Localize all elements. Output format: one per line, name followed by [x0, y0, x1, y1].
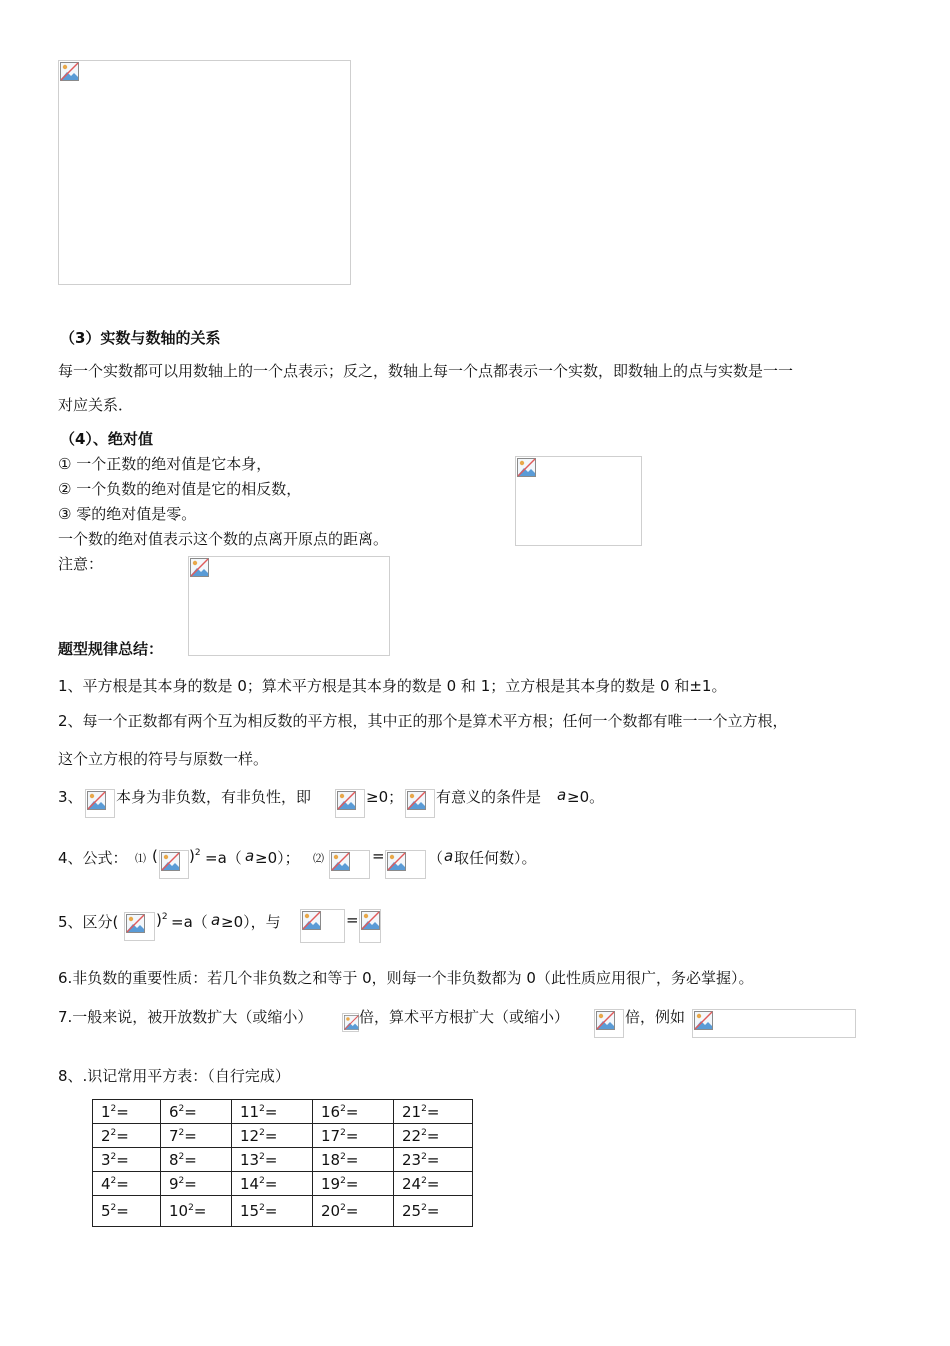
cell-base: 2: [101, 1126, 111, 1145]
broken-image-icon: [302, 911, 321, 930]
broken-image-icon: [344, 1015, 359, 1030]
summary-item-8: 8、.识记常用平方表：（自行完成）: [58, 1067, 290, 1085]
table-cell: [313, 1100, 394, 1124]
table-cell: [93, 1196, 161, 1227]
cell-base: 8: [169, 1150, 179, 1169]
figure-placeholder-top: [58, 60, 351, 285]
broken-image-icon: [407, 791, 426, 810]
formula-image: [335, 789, 365, 818]
cell-base: 3: [101, 1150, 111, 1169]
cell-equals: =: [345, 1150, 359, 1169]
cell-exponent: 2: [188, 1203, 194, 1213]
cell-exponent: 2: [178, 1127, 185, 1138]
summary-item-3-part3: 有意义的条件是: [436, 788, 542, 806]
table-row: [93, 1148, 473, 1172]
broken-image-icon: [694, 1011, 713, 1030]
cell-equals: =: [426, 1202, 440, 1220]
formula-image: [594, 1009, 624, 1038]
formula-image: [85, 789, 115, 818]
summary-item-5-part1: =a（: [171, 913, 208, 931]
section3-para-line2: 对应关系．: [58, 396, 134, 414]
broken-image-icon: [87, 791, 106, 810]
cell-exponent: 2: [340, 1151, 346, 1162]
cell-equals: =: [345, 1174, 359, 1193]
summary-item-4-part4: 取任何数）。: [454, 849, 537, 867]
table-cell: [394, 1100, 473, 1124]
cell-equals: =: [264, 1174, 278, 1193]
table-cell: [232, 1172, 313, 1196]
cell-exponent: 2: [259, 1127, 265, 1138]
cell-exponent: 2: [259, 1203, 265, 1213]
cell-base: 4: [101, 1174, 111, 1193]
table-cell: [161, 1100, 232, 1124]
squares-table: [92, 1099, 473, 1227]
cell-base: 23: [402, 1150, 422, 1169]
table-row: [93, 1100, 473, 1124]
cell-base: 16: [321, 1102, 341, 1121]
cell-base: 11: [240, 1102, 260, 1121]
cell-equals: =: [184, 1126, 197, 1145]
cell-exponent: 2: [110, 1175, 117, 1186]
summary-item-3-part4: ≥0。: [567, 788, 605, 806]
cell-base: 24: [402, 1174, 422, 1193]
cell-equals: =: [264, 1150, 278, 1169]
cell-base: 17: [321, 1126, 341, 1145]
cell-base: 7: [169, 1126, 179, 1145]
cell-equals: =: [345, 1102, 359, 1121]
cell-base: 5: [101, 1202, 111, 1220]
table-cell: [313, 1124, 394, 1148]
table-cell: [161, 1124, 232, 1148]
cell-base: 22: [402, 1126, 422, 1145]
summary-item-2-line1: 2、每一个正数都有两个互为相反数的平方根，其中正的那个是算术平方根；任何一个数都有唯一一个立方根，: [58, 712, 788, 730]
cell-exponent: 2: [110, 1127, 117, 1138]
cell-equals: =: [116, 1126, 129, 1145]
cell-equals: =: [116, 1174, 129, 1193]
table-cell: [161, 1148, 232, 1172]
cell-equals: =: [264, 1202, 278, 1220]
summary-item-5-close: )$^2$: [156, 911, 168, 929]
cell-base: 9: [169, 1174, 179, 1193]
abs-rule-2: ② 一个负数的绝对值是它的相反数，: [58, 480, 302, 498]
formula-image: [342, 1013, 359, 1032]
section3-heading: （3）实数与数轴的关系: [60, 329, 221, 347]
cell-base: 10: [169, 1202, 189, 1220]
cell-exponent: 2: [340, 1175, 346, 1186]
cell-equals: =: [426, 1150, 440, 1169]
table-cell: [394, 1172, 473, 1196]
table-cell: [313, 1196, 394, 1227]
formula-number-2: ⑵: [313, 852, 324, 865]
summary-item-3-part1: 本身为非负数，有非负性，即: [116, 788, 312, 806]
cell-exponent: 2: [110, 1151, 117, 1162]
cell-base: 25: [402, 1202, 422, 1220]
cell-equals: =: [116, 1150, 129, 1169]
cell-exponent: 2: [178, 1103, 185, 1114]
cell-base: 19: [321, 1174, 341, 1193]
table-row: [93, 1172, 473, 1196]
cell-equals: =: [184, 1174, 197, 1193]
cell-base: 1: [101, 1102, 111, 1121]
broken-image-icon: [337, 791, 356, 810]
summary-item-7-part1: 7.一般来说，被开放数扩大（或缩小）: [58, 1008, 313, 1026]
figure-placeholder-abs: [515, 456, 642, 546]
broken-image-icon: [190, 558, 209, 577]
summary-heading: 题型规律总结：: [58, 640, 164, 658]
cell-base: 18: [321, 1150, 341, 1169]
cell-base: 21: [402, 1102, 422, 1121]
summary-item-3-var: a: [557, 786, 567, 804]
formula-image: [329, 850, 370, 879]
summary-item-7-part2: 倍，算术平方根扩大（或缩小）: [359, 1008, 570, 1026]
equals-sign: =: [372, 847, 385, 865]
summary-item-5-prefix: 5、区分(: [58, 913, 119, 931]
figure-placeholder-note: [188, 556, 390, 656]
summary-item-5-part2: ≥0），与: [221, 913, 281, 931]
table-cell: [313, 1148, 394, 1172]
cell-exponent: 2: [178, 1151, 185, 1162]
cell-exponent: 2: [421, 1203, 427, 1213]
summary-item-4-var1: a: [245, 847, 255, 865]
summary-item-5-var: a: [211, 911, 221, 929]
abs-rule-1: ① 一个正数的绝对值是它本身，: [58, 455, 272, 473]
section4-heading: （4）、绝对值: [60, 430, 153, 448]
cell-equals: =: [426, 1102, 440, 1121]
broken-image-icon: [331, 852, 350, 871]
broken-image-icon: [387, 852, 406, 871]
table-cell: [93, 1100, 161, 1124]
formula-image: [300, 909, 345, 943]
cell-equals: =: [426, 1126, 440, 1145]
cell-exponent: 2: [421, 1151, 427, 1162]
broken-image-icon: [161, 852, 180, 871]
formula-image: [692, 1009, 856, 1038]
abs-rule-3: ③ 零的绝对值是零。: [58, 505, 197, 523]
paren-close: )$^2$: [189, 847, 201, 865]
cell-equals: =: [184, 1102, 197, 1121]
table-row: [93, 1196, 473, 1227]
cell-exponent: 2: [340, 1203, 346, 1213]
summary-item-7-part3: 倍，例如: [625, 1008, 686, 1026]
cell-base: 20: [321, 1202, 341, 1220]
formula-image: [405, 789, 435, 818]
cell-exponent: 2: [178, 1175, 185, 1186]
cell-exponent: 2: [110, 1203, 117, 1213]
summary-item-4-part1: =a（: [205, 849, 242, 867]
table-row: [93, 1124, 473, 1148]
cell-exponent: 2: [340, 1103, 346, 1114]
cell-equals: =: [264, 1126, 278, 1145]
broken-image-icon: [596, 1011, 615, 1030]
note-label: 注意：: [58, 555, 104, 573]
formula-number-1: ⑴: [135, 852, 146, 865]
summary-item-1: 1、平方根是其本身的数是 0；算术平方根是其本身的数是 0 和 1；立方根是其本身的数是 0 和±1。: [58, 677, 727, 695]
cell-exponent: 2: [340, 1127, 346, 1138]
table-cell: [394, 1124, 473, 1148]
section3-para-line1: 每一个实数都可以用数轴上的一个点表示；反之，数轴上每一个点都表示一个实数，即数轴上的点与实数是一一: [58, 362, 794, 380]
summary-item-4-prefix: 4、公式：: [58, 849, 128, 867]
cell-equals: =: [184, 1150, 197, 1169]
table-cell: [93, 1124, 161, 1148]
summary-item-3-prefix: 3、: [58, 788, 83, 806]
cell-exponent: 2: [421, 1127, 427, 1138]
summary-item-4-var2: a: [444, 847, 454, 865]
cell-base: 6: [169, 1102, 179, 1121]
broken-image-icon: [517, 458, 536, 477]
table-cell: [161, 1196, 232, 1227]
summary-item-2-line2: 这个立方根的符号与原数一样。: [58, 750, 269, 768]
cell-exponent: 2: [259, 1103, 265, 1114]
table-cell: [232, 1100, 313, 1124]
formula-image: [159, 850, 189, 879]
table-cell: [232, 1196, 313, 1227]
summary-item-4-part2: ≥0）；: [255, 849, 300, 867]
cell-base: 15: [240, 1202, 260, 1220]
table-cell: [232, 1124, 313, 1148]
broken-image-icon: [126, 914, 145, 933]
paren-open: (: [152, 847, 158, 865]
cell-exponent: 2: [110, 1103, 117, 1114]
cell-exponent: 2: [259, 1175, 265, 1186]
cell-equals: =: [345, 1126, 359, 1145]
cell-equals: =: [193, 1202, 207, 1220]
cell-equals: =: [426, 1174, 440, 1193]
table-cell: [394, 1148, 473, 1172]
cell-base: 12: [240, 1126, 260, 1145]
formula-image: [124, 912, 155, 941]
cell-equals: =: [345, 1202, 359, 1220]
formula-image: [359, 909, 381, 943]
cell-exponent: 2: [421, 1103, 427, 1114]
cell-base: 13: [240, 1150, 260, 1169]
cell-equals: =: [116, 1102, 129, 1121]
table-cell: [313, 1172, 394, 1196]
broken-image-icon: [361, 911, 380, 930]
table-cell: [394, 1196, 473, 1227]
cell-exponent: 2: [421, 1175, 427, 1186]
cell-base: 14: [240, 1174, 260, 1193]
table-cell: [161, 1172, 232, 1196]
cell-equals: =: [264, 1102, 278, 1121]
summary-item-6: 6.非负数的重要性质：若几个非负数之和等于 0，则每一个非负数都为 0（此性质应用很广，务必掌握）。: [58, 969, 754, 987]
summary-item-3-part2: ≥0；: [366, 788, 404, 806]
table-cell: [93, 1148, 161, 1172]
table-cell: [93, 1172, 161, 1196]
broken-image-icon: [60, 62, 79, 81]
table-cell: [232, 1148, 313, 1172]
formula-image: [385, 850, 426, 879]
abs-definition: 一个数的绝对值表示这个数的点离开原点的距离。: [58, 530, 389, 548]
cell-equals: =: [116, 1202, 129, 1220]
equals-sign: =: [346, 911, 359, 929]
summary-item-4-part3: （: [428, 849, 444, 867]
cell-exponent: 2: [259, 1151, 265, 1162]
